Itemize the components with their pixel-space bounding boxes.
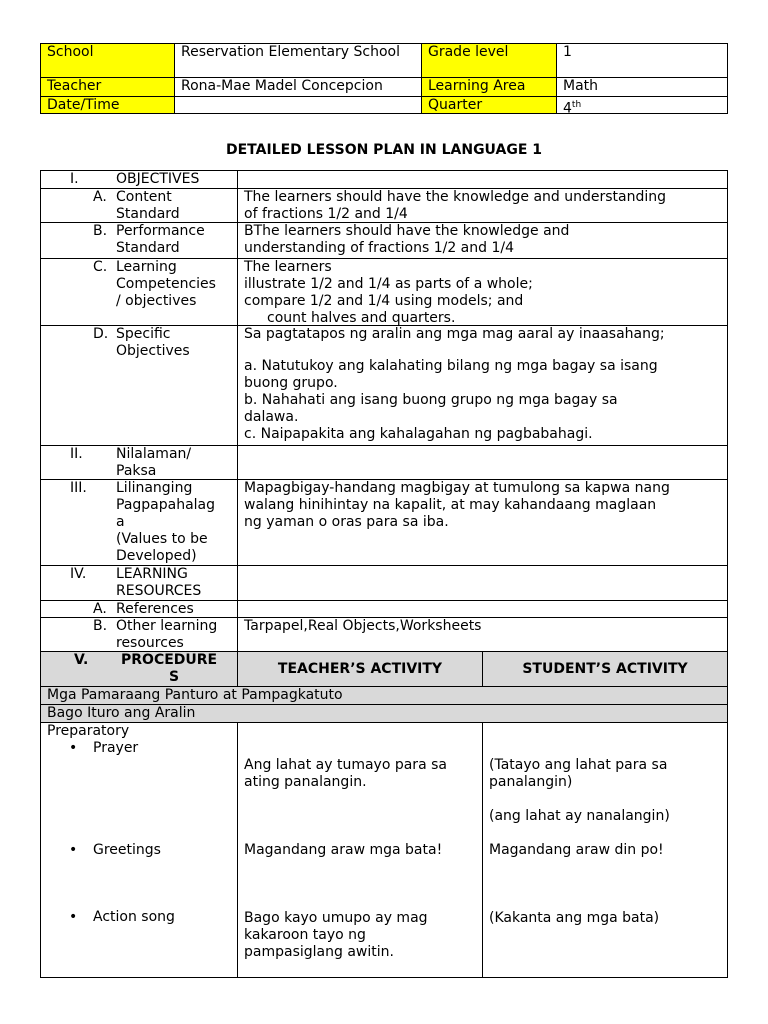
- date-label: Date/Time: [47, 97, 120, 113]
- references-value-cell: [237, 600, 728, 618]
- values-label-5: Developed): [116, 548, 197, 564]
- values-text-1: Mapagbigay-handang magbigay at tumulong sa kapwa nang: [244, 480, 670, 496]
- specific-num: D.: [93, 326, 109, 342]
- song-teacher-text: [244, 910, 428, 961]
- area-label-cell: [421, 77, 557, 97]
- content-standard-text-1: The learners should have the knowledge and understanding: [244, 189, 667, 205]
- student-activity-header: STUDENT’S ACTIVITY: [522, 661, 688, 677]
- competencies-label-2: Competencies: [116, 276, 216, 292]
- values-num: III.: [70, 480, 87, 496]
- before-text: Bago Ituro ang Aralin: [47, 705, 196, 721]
- content-standard-label-1: Content: [116, 189, 172, 205]
- prayer-teacher-line-1: Ang lahat ay tumayo para sa: [244, 757, 447, 773]
- bullet-icon: •: [69, 909, 78, 925]
- prayer-label: Prayer: [93, 740, 139, 756]
- area-value: Math: [563, 78, 599, 94]
- before-cell: [40, 704, 728, 723]
- performance-standard-label-cell: [40, 222, 238, 259]
- resources-label-2: RESOURCES: [116, 583, 202, 599]
- action-song-label: Action song: [93, 909, 175, 925]
- song-teacher-line-3: pampasiglang awitin.: [244, 944, 394, 960]
- school-value-cell: [174, 43, 422, 78]
- resources-value-cell: [237, 565, 728, 601]
- student-activity-header-cell: [482, 651, 728, 687]
- preparatory-label-cell: [40, 722, 238, 978]
- grade-label-cell: [421, 43, 557, 78]
- performance-standard-text-2: understanding of fractions 1/2 and 1/4: [244, 240, 514, 256]
- competencies-text-3: compare 1/2 and 1/4 using models; and: [244, 293, 524, 309]
- quarter-value: 4: [563, 100, 572, 117]
- specific-a-2: buong grupo.: [244, 375, 338, 391]
- values-label-cell: [40, 479, 238, 566]
- greetings-student-text: Magandang araw din po!: [489, 842, 664, 858]
- school-label-cell: [40, 43, 175, 78]
- values-label-2: Pagpapahalag: [116, 497, 216, 513]
- procedures-num: V.: [74, 652, 89, 668]
- competencies-text-4: count halves and quarters.: [267, 310, 456, 326]
- grade-label: Grade level: [428, 44, 509, 60]
- grade-value: 1: [563, 44, 572, 60]
- objectives-label: OBJECTIVES: [116, 171, 200, 187]
- area-label: Learning Area: [428, 78, 526, 94]
- specific-a-1: a. Natutukoy ang kalahating bilang ng mga bagay sa isang: [244, 358, 658, 374]
- greetings-teacher-text: Magandang araw mga bata!: [244, 842, 443, 858]
- song-teacher-line-1: Bago kayo umupo ay mag: [244, 910, 428, 926]
- procedures-label-2: S: [169, 669, 180, 685]
- grade-value-cell: [556, 43, 728, 78]
- values-value-cell: [237, 479, 728, 566]
- content-label-1: Nilalaman/: [116, 446, 192, 462]
- performance-standard-num: B.: [93, 223, 108, 239]
- content-standard-text-2: of fractions 1/2 and 1/4: [244, 206, 408, 222]
- methods-text: Mga Pamaraang Panturo at Pampagkatuto: [47, 687, 343, 703]
- procedures-label-cell: [40, 651, 238, 687]
- specific-label-1: Specific: [116, 326, 171, 342]
- values-text-2: walang hinihintay na kapalit, at may kahandaang maglaan: [244, 497, 657, 513]
- teacher-label-cell: [40, 77, 175, 97]
- school-label: School: [47, 44, 94, 60]
- specific-intro: Sa pagtatapos ng aralin ang mga mag aaral ay inaasahang;: [244, 326, 665, 342]
- teacher-value-cell: [174, 77, 422, 97]
- methods-cell: [40, 686, 728, 705]
- references-label: References: [116, 601, 194, 617]
- student-activity-cell: [482, 722, 728, 978]
- other-text: Tarpapel,Real Objects,Worksheets: [244, 618, 482, 634]
- values-label-1: Lilinanging: [116, 480, 193, 496]
- objectives-label-cell: [40, 170, 238, 189]
- competencies-label-3: / objectives: [116, 293, 197, 309]
- specific-b-2: dalawa.: [244, 409, 299, 425]
- teacher-value: Rona-Mae Madel Concepcion: [181, 78, 383, 94]
- resources-num: IV.: [70, 566, 87, 582]
- document-title: DETAILED LESSON PLAN IN LANGUAGE 1: [226, 142, 542, 158]
- specific-label-2: Objectives: [116, 343, 190, 359]
- other-label-1: Other learning: [116, 618, 218, 634]
- content-standard-label-cell: [40, 188, 238, 223]
- prayer-student-line-1: (Tatayo ang lahat para sa: [489, 757, 668, 773]
- area-value-cell: [556, 77, 728, 97]
- performance-standard-label-1: Performance: [116, 223, 205, 239]
- date-value-cell: [174, 96, 422, 114]
- competencies-value-cell: [237, 258, 728, 326]
- bullet-icon: •: [69, 740, 78, 756]
- values-text-3: ng yaman o oras para sa iba.: [244, 514, 449, 530]
- specific-value-cell: [237, 325, 728, 446]
- other-label-2: resources: [116, 635, 184, 651]
- quarter-label: Quarter: [428, 97, 483, 113]
- references-num: A.: [93, 601, 107, 617]
- prayer-student-line-2: panalangin): [489, 774, 573, 790]
- song-teacher-line-2: kakaroon tayo ng: [244, 927, 366, 943]
- competencies-num: C.: [93, 259, 108, 275]
- resources-label-cell: [40, 565, 238, 601]
- content-standard-label-2: Standard: [116, 206, 180, 222]
- procedures-label-1: PROCEDURE: [121, 652, 218, 668]
- objectives-value-cell: [237, 170, 728, 189]
- school-value: Reservation Elementary School: [181, 44, 401, 60]
- content-standard-num: A.: [93, 189, 107, 205]
- content-standard-value-cell: [237, 188, 728, 223]
- content-label-cell: [40, 445, 238, 480]
- other-label-cell: [40, 617, 238, 652]
- performance-standard-text-1: BThe learners should have the knowledge and: [244, 223, 570, 239]
- song-student-text: (Kakanta ang mga bata): [489, 910, 660, 926]
- specific-c-1: c. Naipapakita ang kahalagahan ng pagbabahagi.: [244, 426, 593, 442]
- other-value-cell: [237, 617, 728, 652]
- values-label-3: a: [116, 514, 125, 530]
- prayer-teacher-line-2: ating panalangin.: [244, 774, 367, 790]
- competencies-label-1: Learning: [116, 259, 177, 275]
- prayer-student-text-2: (ang lahat ay nanalangin): [489, 808, 670, 824]
- quarter-sup: th: [571, 100, 582, 110]
- resources-label-1: LEARNING: [116, 566, 188, 582]
- prayer-teacher-text: [244, 757, 447, 791]
- performance-standard-value-cell: [237, 222, 728, 259]
- content-num: II.: [70, 446, 83, 462]
- values-label-4: (Values to be: [116, 531, 208, 547]
- competencies-text-1: The learners: [244, 259, 332, 275]
- prayer-student-text: [489, 757, 667, 791]
- content-value-cell: [237, 445, 728, 480]
- objectives-num: I.: [70, 171, 79, 187]
- references-label-cell: [40, 600, 238, 618]
- greetings-label: Greetings: [93, 842, 161, 858]
- teacher-activity-header-cell: [237, 651, 483, 687]
- quarter-value-cell: [556, 96, 728, 117]
- teacher-label: Teacher: [47, 78, 102, 94]
- teacher-activity-cell: [237, 722, 483, 978]
- specific-label-cell: [40, 325, 238, 446]
- competencies-label-cell: [40, 258, 238, 326]
- preparatory-label: Preparatory: [47, 723, 130, 739]
- date-label-cell: [40, 96, 175, 114]
- competencies-text-2: illustrate 1/2 and 1/4 as parts of a whole;: [244, 276, 533, 292]
- teacher-activity-header: TEACHER’S ACTIVITY: [277, 661, 443, 677]
- specific-b-1: b. Nahahati ang isang buong grupo ng mga bagay sa: [244, 392, 618, 408]
- content-label-2: Paksa: [116, 463, 157, 479]
- quarter-label-cell: [421, 96, 557, 114]
- bullet-icon: •: [69, 842, 78, 858]
- performance-standard-label-2: Standard: [116, 240, 180, 256]
- other-num: B.: [93, 618, 108, 634]
